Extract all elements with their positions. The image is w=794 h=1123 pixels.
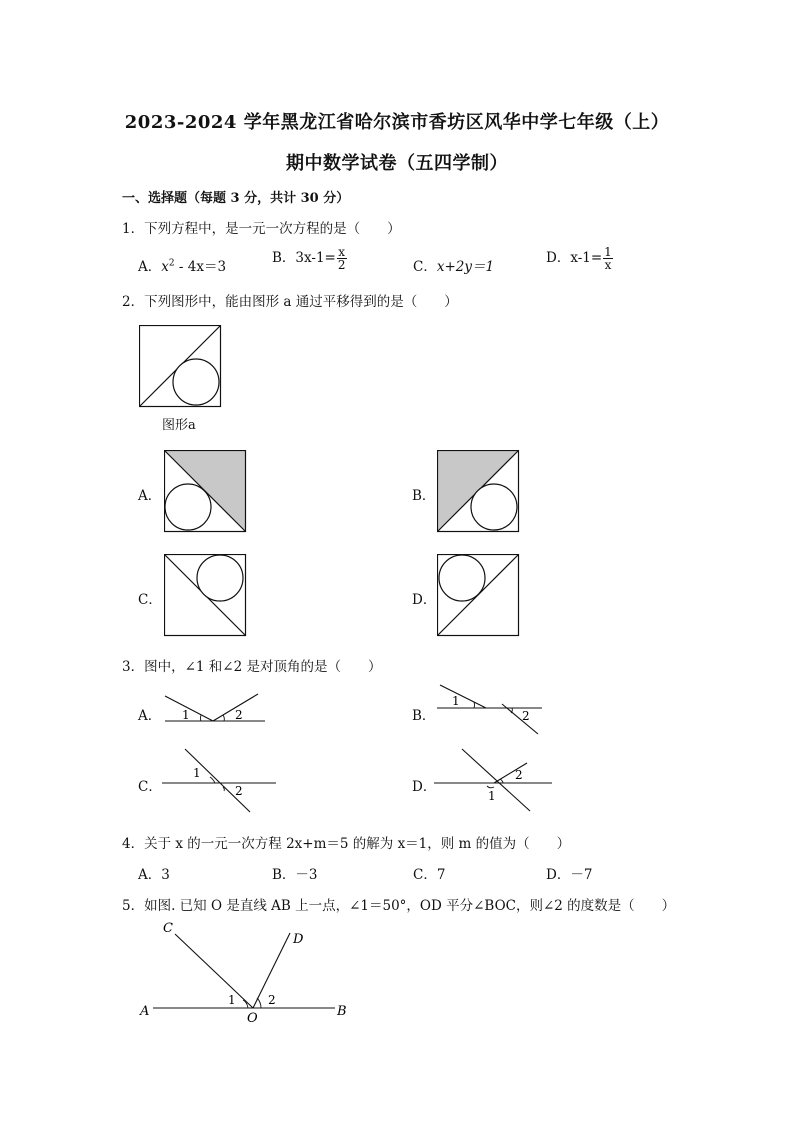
q1-option-b: B．3x-1= $\frac{x}{2}$ bbox=[272, 245, 346, 272]
q3-option-c-figure bbox=[160, 745, 280, 815]
q4-option-b: B．－3 bbox=[272, 867, 318, 883]
q1-option-d: D．x-1= $\frac{1}{x}$ bbox=[546, 245, 612, 272]
q1-b-fraction: $\frac{x}{2}$ bbox=[337, 245, 346, 272]
q2-label-d: D． bbox=[412, 592, 437, 608]
q3-c-angle-2: 2 bbox=[235, 784, 243, 798]
q2-label-a: A． bbox=[138, 488, 162, 504]
q3-option-d-figure bbox=[432, 745, 557, 815]
q3-label-a: A． bbox=[138, 708, 162, 724]
q4-option-c: C．7 bbox=[413, 867, 446, 883]
q2-label-c: C． bbox=[138, 592, 162, 608]
q5-point-b: B bbox=[337, 1004, 347, 1019]
q3-a-angle-1: 1 bbox=[182, 708, 190, 722]
q3-label-c: C． bbox=[138, 779, 162, 795]
q2-option-d-figure bbox=[437, 554, 520, 637]
section-heading: 一、选择题（每题 3 分，共计 30 分） bbox=[122, 191, 350, 206]
q5-figure bbox=[135, 918, 360, 1026]
q3-option-a-figure bbox=[155, 688, 275, 728]
q3-b-angle-1: 1 bbox=[452, 694, 460, 708]
page-title: 2023-2024 学年黑龙江省哈尔滨市香坊区风华中学七年级（上） bbox=[124, 112, 670, 133]
q3-c-angle-1: 1 bbox=[193, 766, 201, 780]
q5-point-a: A bbox=[140, 1004, 150, 1019]
q3-label-d: D． bbox=[412, 779, 437, 795]
page-subtitle: 期中数学试卷（五四学制） bbox=[286, 153, 508, 174]
q2-option-b-figure bbox=[437, 450, 520, 533]
q3-b-angle-2: 2 bbox=[522, 709, 530, 723]
question-4-stem: 4．关于 x 的一元一次方程 2x+m＝5 的解为 x＝1，则 m 的值为（ ） bbox=[122, 836, 571, 852]
q4-option-d: D．－7 bbox=[546, 867, 593, 883]
q3-label-b: B． bbox=[412, 708, 436, 724]
q2-option-a-figure bbox=[164, 450, 247, 533]
question-1-stem: 1．下列方程中，是一元一次方程的是（ ） bbox=[122, 221, 401, 237]
q1-option-a: A．$x^2 - 4x=3$ bbox=[138, 258, 227, 275]
figure-a bbox=[139, 325, 222, 408]
q5-angle-1: 1 bbox=[228, 993, 236, 1007]
q5-point-c: C bbox=[163, 921, 173, 936]
q1-option-c: C．x+2y＝1 bbox=[413, 259, 495, 275]
q1-d-fraction: $\frac{1}{x}$ bbox=[604, 245, 612, 272]
q2-option-c-figure bbox=[164, 554, 247, 637]
q3-a-angle-2: 2 bbox=[235, 708, 243, 722]
q4-option-a: A．3 bbox=[138, 867, 170, 883]
q3-d-angle-2: 2 bbox=[515, 768, 523, 782]
q3-d-angle-1: 1 bbox=[488, 789, 496, 803]
q5-point-d: D bbox=[293, 932, 304, 947]
question-5-stem: 5．如图. 已知 O 是直线 AB 上一点，∠1＝50°，OD 平分∠BOC，则∠2 的度数是（ ） bbox=[122, 898, 676, 914]
q3-option-b-figure bbox=[432, 680, 547, 738]
q2-label-b: B． bbox=[412, 488, 436, 504]
q5-angle-2: 2 bbox=[268, 993, 276, 1007]
q5-point-o: O bbox=[247, 1011, 258, 1026]
question-2-stem: 2．下列图形中，能由图形 a 通过平移得到的是（ ） bbox=[122, 294, 458, 310]
figure-a-caption: 图形a bbox=[162, 418, 196, 433]
question-3-stem: 3．图中，∠1 和∠2 是对顶角的是（ ） bbox=[122, 659, 382, 675]
